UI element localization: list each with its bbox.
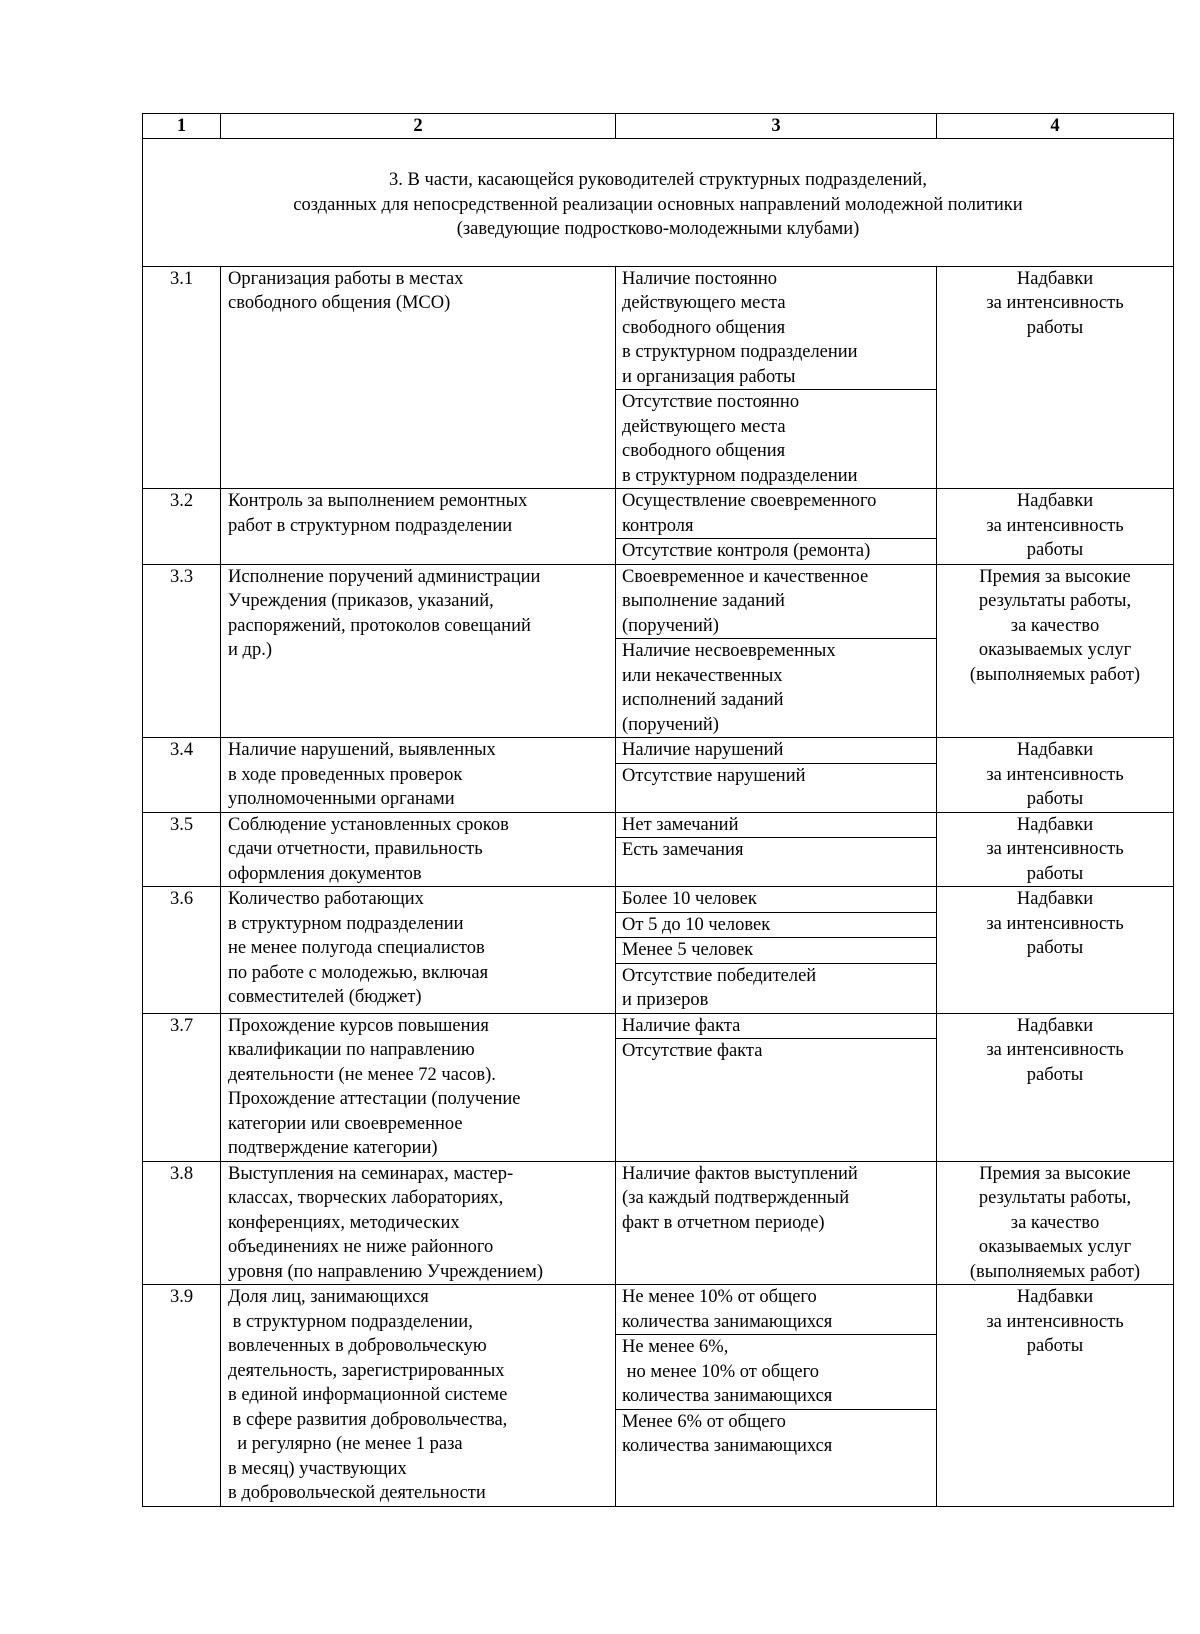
measure-line: Менее 5 человек [622,940,754,960]
section-title-row [143,139,1174,267]
criterion-line: Учреждения (приказов, указаний, [228,591,494,611]
measure-cell [616,1013,937,1161]
measure-line: контроля [622,515,694,536]
measure-line: количества занимающихся [622,1311,833,1332]
row-number: 3.8 [143,1161,221,1285]
payment-type-cell [937,266,1174,489]
measure-item [616,489,936,539]
measure-line: факт в отчетном периоде) [622,1212,825,1233]
criterion-line: деятельности (не менее 72 часов). [228,1064,496,1085]
criterion-line: Организация работы в местах [228,268,464,289]
measure-cell [616,266,937,489]
criterion-line: Контроль за выполнением ремонтных [228,491,528,511]
measure-item [616,764,936,789]
measure-line: Нет замечаний [622,814,739,835]
payment-type-line: Надбавки [1016,1287,1094,1307]
measure-line: Отсутствие контроля (ремонта) [622,541,871,561]
payment-type-cell [937,738,1174,813]
criterion-line: в структурном подразделении, [228,1311,473,1332]
section-title [143,139,1174,267]
measure-line: Отсутствие постоянно [622,392,800,412]
payment-type-cell [937,1161,1174,1285]
payment-type-line: результаты работы, [978,1188,1132,1208]
criterion-line: совместителей (бюджет) [228,987,422,1007]
payment-type-line: результаты работы, [978,591,1132,611]
payment-type-line: работы [1026,317,1084,338]
criterion-line: в ходе проведенных проверок [228,764,463,785]
measure-cell [616,738,937,813]
criterion-cell [221,564,616,738]
criterion-line: деятельность, зарегистрированных [228,1360,505,1381]
payment-type-line: за качество [1010,1212,1100,1233]
payment-type-line: за интенсивность [986,1311,1124,1332]
criterion-line: Прохождение аттестации (получение [228,1089,521,1109]
measure-line: (за каждый подтвержденный [622,1188,850,1208]
measure-line: Отсутствие победителей [622,965,817,986]
payment-type-line: Надбавки [1016,491,1094,511]
payment-type-line: за интенсивность [986,764,1124,785]
payment-type-line: работы [1026,863,1084,884]
payment-type-line: Надбавки [1016,1015,1094,1036]
measure-line: Наличие несвоевременных [622,641,836,661]
measure-line: выполнение заданий [622,591,785,611]
measure-item [616,1039,936,1064]
payment-type-cell [937,489,1174,565]
measure-cell [616,564,937,738]
measure-cell [616,489,937,565]
measure-item [616,1285,936,1335]
criterion-line: вовлеченных в добровольческую [228,1336,487,1356]
measure-line: количества занимающихся [622,1436,833,1456]
table-row [143,738,1174,813]
measure-line: действующего места [622,416,786,437]
measure-item [616,738,936,764]
payment-type-line: Премия за высокие [979,1163,1131,1184]
payment-type-cell [937,812,1174,887]
measure-item [616,267,936,391]
row-number: 3.6 [143,887,221,1014]
measure-line: или некачественных [622,665,783,686]
column-header-row [143,114,1174,139]
row-number: 3.3 [143,564,221,738]
table-row [143,564,1174,738]
criterion-cell [221,812,616,887]
criterion-line: в месяц) участвующих [228,1458,407,1479]
table-row [143,1285,1174,1507]
criterion-line: Прохождение курсов повышения [228,1015,489,1036]
payment-type-line: работы [1026,1336,1084,1356]
criterion-line: уровня (по направлению Учреждением) [228,1261,544,1282]
measure-line: Наличие факта [622,1015,741,1036]
criterion-line: Количество работающих [228,889,424,909]
measure-line: Осуществление своевременного [622,491,877,511]
payment-type-line: за интенсивность [986,839,1124,859]
payment-type-line: работы [1026,789,1084,809]
payment-type-line: (выполняемых работ) [969,1261,1141,1282]
measure-item [616,565,936,640]
measure-item [616,639,936,737]
criterion-line: в добровольческой деятельности [228,1483,486,1503]
measure-line: Своевременное и качественное [622,566,869,587]
measure-item [616,913,936,939]
measure-line: (поручений) [622,714,719,735]
table-row [143,812,1174,887]
measure-item [616,1335,936,1410]
criterion-line: оформления документов [228,863,422,884]
table-row [143,1161,1174,1285]
payment-type-line: за интенсивность [986,515,1124,536]
criterion-line: Соблюдение установленных сроков [228,814,509,835]
criterion-cell [221,1161,616,1285]
measure-line: Отсутствие нарушений [622,765,806,786]
measure-line: Более 10 человек [622,889,757,909]
column-header-1: 1 [143,114,221,139]
measure-line: Наличие постоянно [622,268,778,289]
payment-type-line: оказываемых услуг [978,1237,1132,1257]
measure-cell [616,1161,937,1285]
measure-item [616,813,936,839]
criterion-line: и регулярно (не менее 1 раза [228,1434,463,1454]
measure-line: (поручений) [622,615,719,636]
payment-type-line: работы [1026,938,1084,958]
row-number: 3.2 [143,489,221,565]
payment-type-cell [937,564,1174,738]
criterion-line: квалификации по направлению [228,1040,475,1060]
table-row [143,266,1174,489]
measure-item [616,938,936,964]
measure-item [616,1014,936,1040]
payment-type-cell [937,1285,1174,1507]
payment-type-line: оказываемых услуг [978,640,1132,660]
criterion-line: Выступления на семинарах, мастер- [228,1163,514,1184]
column-header-4: 4 [937,114,1174,139]
payment-type-line: за качество [1010,615,1100,636]
measure-item [616,390,936,488]
table-row [143,887,1174,1014]
measure-line: и призеров [622,990,709,1010]
payment-type-line: за интенсивность [986,913,1124,934]
criterion-line: в сфере развития добровольчества, [228,1409,508,1430]
measure-line: Наличие фактов выступлений [622,1163,858,1184]
criterion-line: объединениях не ниже районного [228,1237,494,1257]
measure-line: исполнений заданий [622,690,784,710]
payment-type-cell [937,887,1174,1014]
criterion-line: категории или своевременное [228,1113,463,1134]
measure-line: свободного общения [622,441,786,461]
criterion-line: работ в структурном подразделении [228,515,513,536]
measure-item [616,539,936,564]
criterion-line: конференциях, методических [228,1212,460,1233]
measure-line: количества занимающихся [622,1386,833,1406]
payment-type-line: Надбавки [1016,268,1094,289]
table-row [143,1013,1174,1161]
criterion-cell [221,1285,616,1507]
column-header-2: 2 [221,114,616,139]
criterion-line: по работе с молодежью, включая [228,962,489,983]
payment-type-line: Надбавки [1016,740,1094,760]
measure-line: свободного общения [622,317,786,338]
row-number: 3.9 [143,1285,221,1507]
criterion-line: классах, творческих лабораториях, [228,1188,504,1208]
row-number: 3.7 [143,1013,221,1161]
criterion-line: свободного общения (МСО) [228,293,451,313]
payment-type-line: Надбавки [1016,889,1094,909]
measure-cell [616,1285,937,1507]
criteria-table [142,113,1174,1507]
criterion-cell [221,489,616,565]
row-number: 3.4 [143,738,221,813]
criterion-line: и др.) [228,640,272,660]
column-header-3: 3 [616,114,937,139]
measure-line: Наличие нарушений [622,740,784,760]
criterion-cell [221,1013,616,1161]
row-number: 3.5 [143,812,221,887]
measure-line: Есть замечания [622,840,744,860]
criterion-line: уполномоченными органами [228,789,455,809]
measure-line: действующего места [622,293,786,313]
criterion-cell [221,738,616,813]
section-title-line: созданных для непосредственной реализации основных направлений молодежной политики [293,194,1023,215]
measure-item [616,887,936,913]
measure-item [616,838,936,863]
measure-cell [616,887,937,1014]
measure-line: в структурном подразделении [622,465,858,486]
criterion-line: распоряжений, протоколов совещаний [228,615,531,636]
criterion-line: подтверждение категории) [228,1138,438,1158]
measure-item [616,964,936,1013]
payment-type-line: работы [1026,540,1084,560]
payment-type-line: (выполняемых работ) [969,664,1141,685]
criterion-line: в единой информационной системе [228,1385,508,1405]
measure-line: Менее 6% от общего [622,1411,786,1432]
measure-line: Не менее 6%, [622,1337,729,1357]
payment-type-line: работы [1026,1064,1084,1085]
measure-line: Не менее 10% от общего [622,1287,817,1307]
measure-line: в структурном подразделении [622,342,858,362]
measure-item [616,1410,936,1459]
criterion-line: Наличие нарушений, выявленных [228,740,496,760]
section-title-line: 3. В части, касающейся руководителей структурных подразделений, [389,170,927,190]
measure-line: От 5 до 10 человек [622,914,771,935]
payment-type-line: Надбавки [1016,814,1094,835]
section-title-line: (заведующие подростково-молодежными клубами) [456,219,860,239]
measure-line: но менее 10% от общего [622,1361,820,1382]
criterion-line: сдачи отчетности, правильность [228,839,483,859]
criterion-line: не менее полугода специалистов [228,938,485,958]
measure-cell [616,812,937,887]
payment-type-line: за интенсивность [986,293,1124,313]
table-row [143,489,1174,565]
measure-item [616,1162,936,1236]
payment-type-line: за интенсивность [986,1040,1124,1060]
criterion-line: Исполнение поручений администрации [228,566,541,587]
measure-line: и организация работы [622,366,796,387]
criterion-cell [221,266,616,489]
payment-type-line: Премия за высокие [979,566,1131,587]
row-number: 3.1 [143,266,221,489]
payment-type-cell [937,1013,1174,1161]
criterion-line: в структурном подразделении [228,913,464,934]
measure-line: Отсутствие факта [622,1041,763,1061]
criterion-line: Доля лиц, занимающихся [228,1287,429,1307]
criterion-cell [221,887,616,1014]
